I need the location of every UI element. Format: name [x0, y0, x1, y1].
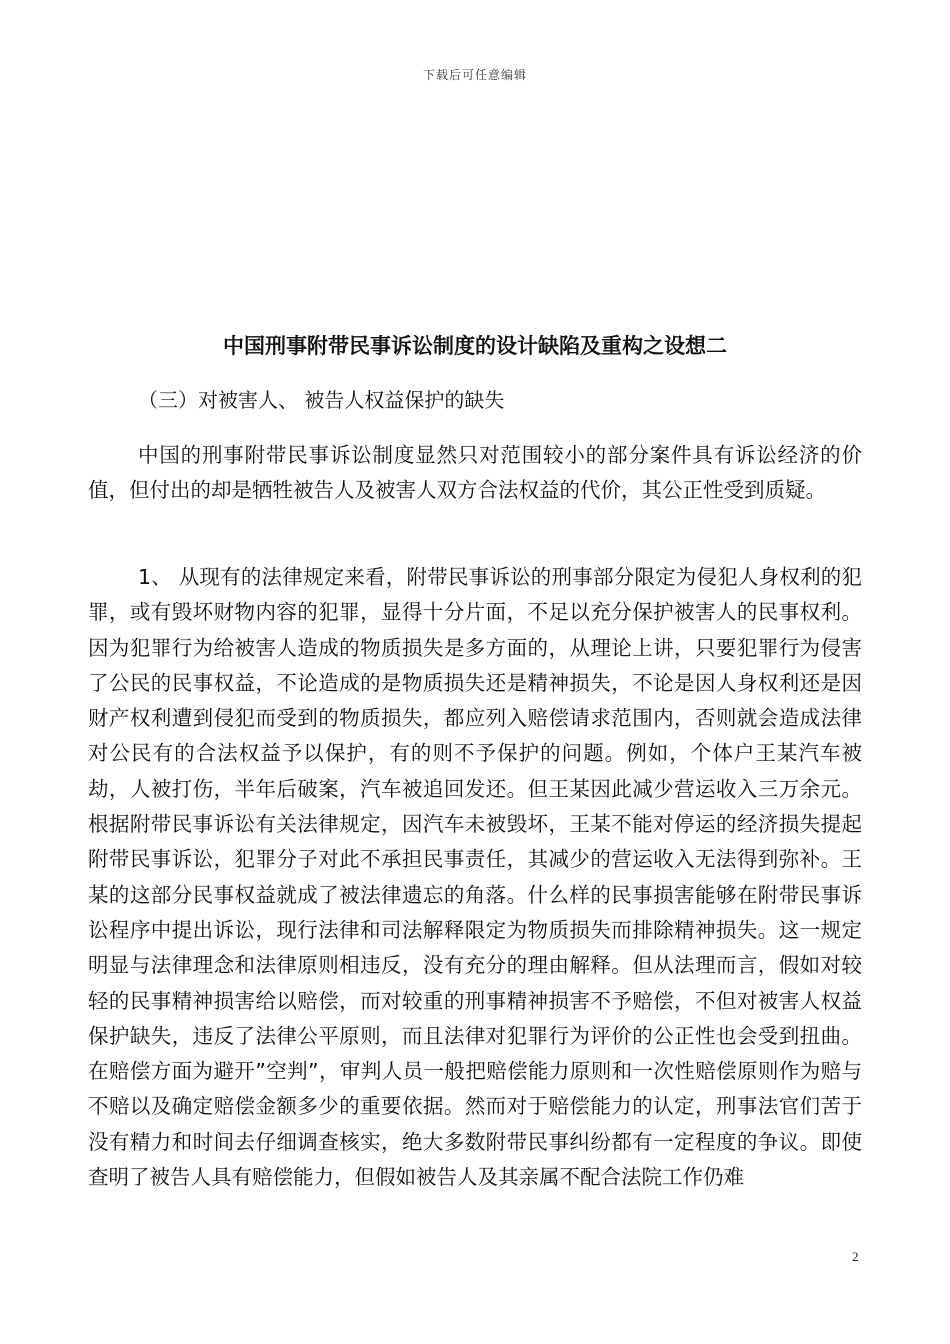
document-title: 中国刑事附带民事诉讼制度的设计缺陷及重构之设想二 — [223, 334, 727, 358]
body-paragraph: 中国的刑事附带民事诉讼制度显然只对范围较小的部分案件具有诉讼经济的价值，但付出的却是牺牲被告人及被害人双方合法权益的代价，其公正性受到质疑。 — [88, 443, 862, 503]
header-note: 下载后可任意编辑 — [422, 68, 527, 82]
page-number: 2 — [852, 1249, 859, 1264]
section-heading: （三）对被害人、 被告人权益保护的缺失 — [138, 388, 505, 412]
body-paragraph: 1、 从现有的法律规定来看，附带民事诉讼的刑事部分限定为侵犯人身权利的犯罪，或有毁坏财物内容的犯罪，显得十分片面，不足以充分保护被害人的民事权利。因为犯罪行为给被害人造成的物质损失是多方面的，从理论上讲，只要犯罪行为侵害了公民的民事权益，不论造成的是物质损失还是精神损失，不论是因人身权利还是因财产权利遭到侵犯而受到的物质损失，都应列入赔偿请求范围内，否则就会造成法律对公民有的合法权益予以保护，有的则不予保护的问题。例如，个体户王某汽车被劫，人被打伤，半年后破案，汽车被追回发还。但王某因此减少营运收入三万余元。根据附带民事诉讼有关法律规定，因汽车未被毁坏，王某不能对停运的经济损失提起附带民事诉讼，犯罪分子对此不承担民事责任，其减少的营运收入无法得到弥补。王某的这部分民事权益就成了被法律遗忘的角落。什么样的民事损害能够在附带民事诉讼程序中提出诉讼，现行法律和司法解释限定为物质损失而排除精神损失。这一规定明显与法律理念和法律原则相违反，没有充分的理由解释。但从法理而言，假如对较轻的民事精神损害给以赔偿，而对较重的刑事精神损害不予赔偿，不但对被害人权益保护缺失，违反了法律公平原则，而且法律对犯罪行为评价的公正性也会受到扭曲。在赔偿方面为避开”空判”，审判人员一般把赔偿能力原则和一次性赔偿原则作为赔与不赔以及确定赔偿金额多少的重要依据。然而对于赔偿能力的认定，刑事法官们苦于没有精力和时间去仔细调查核实，绝大多数附带民事纠纷都有一定程度的争议。即使查明了被告人具有赔偿能力，但假如被告人及其亲属不配合法院工作仍难 — [88, 565, 862, 1190]
